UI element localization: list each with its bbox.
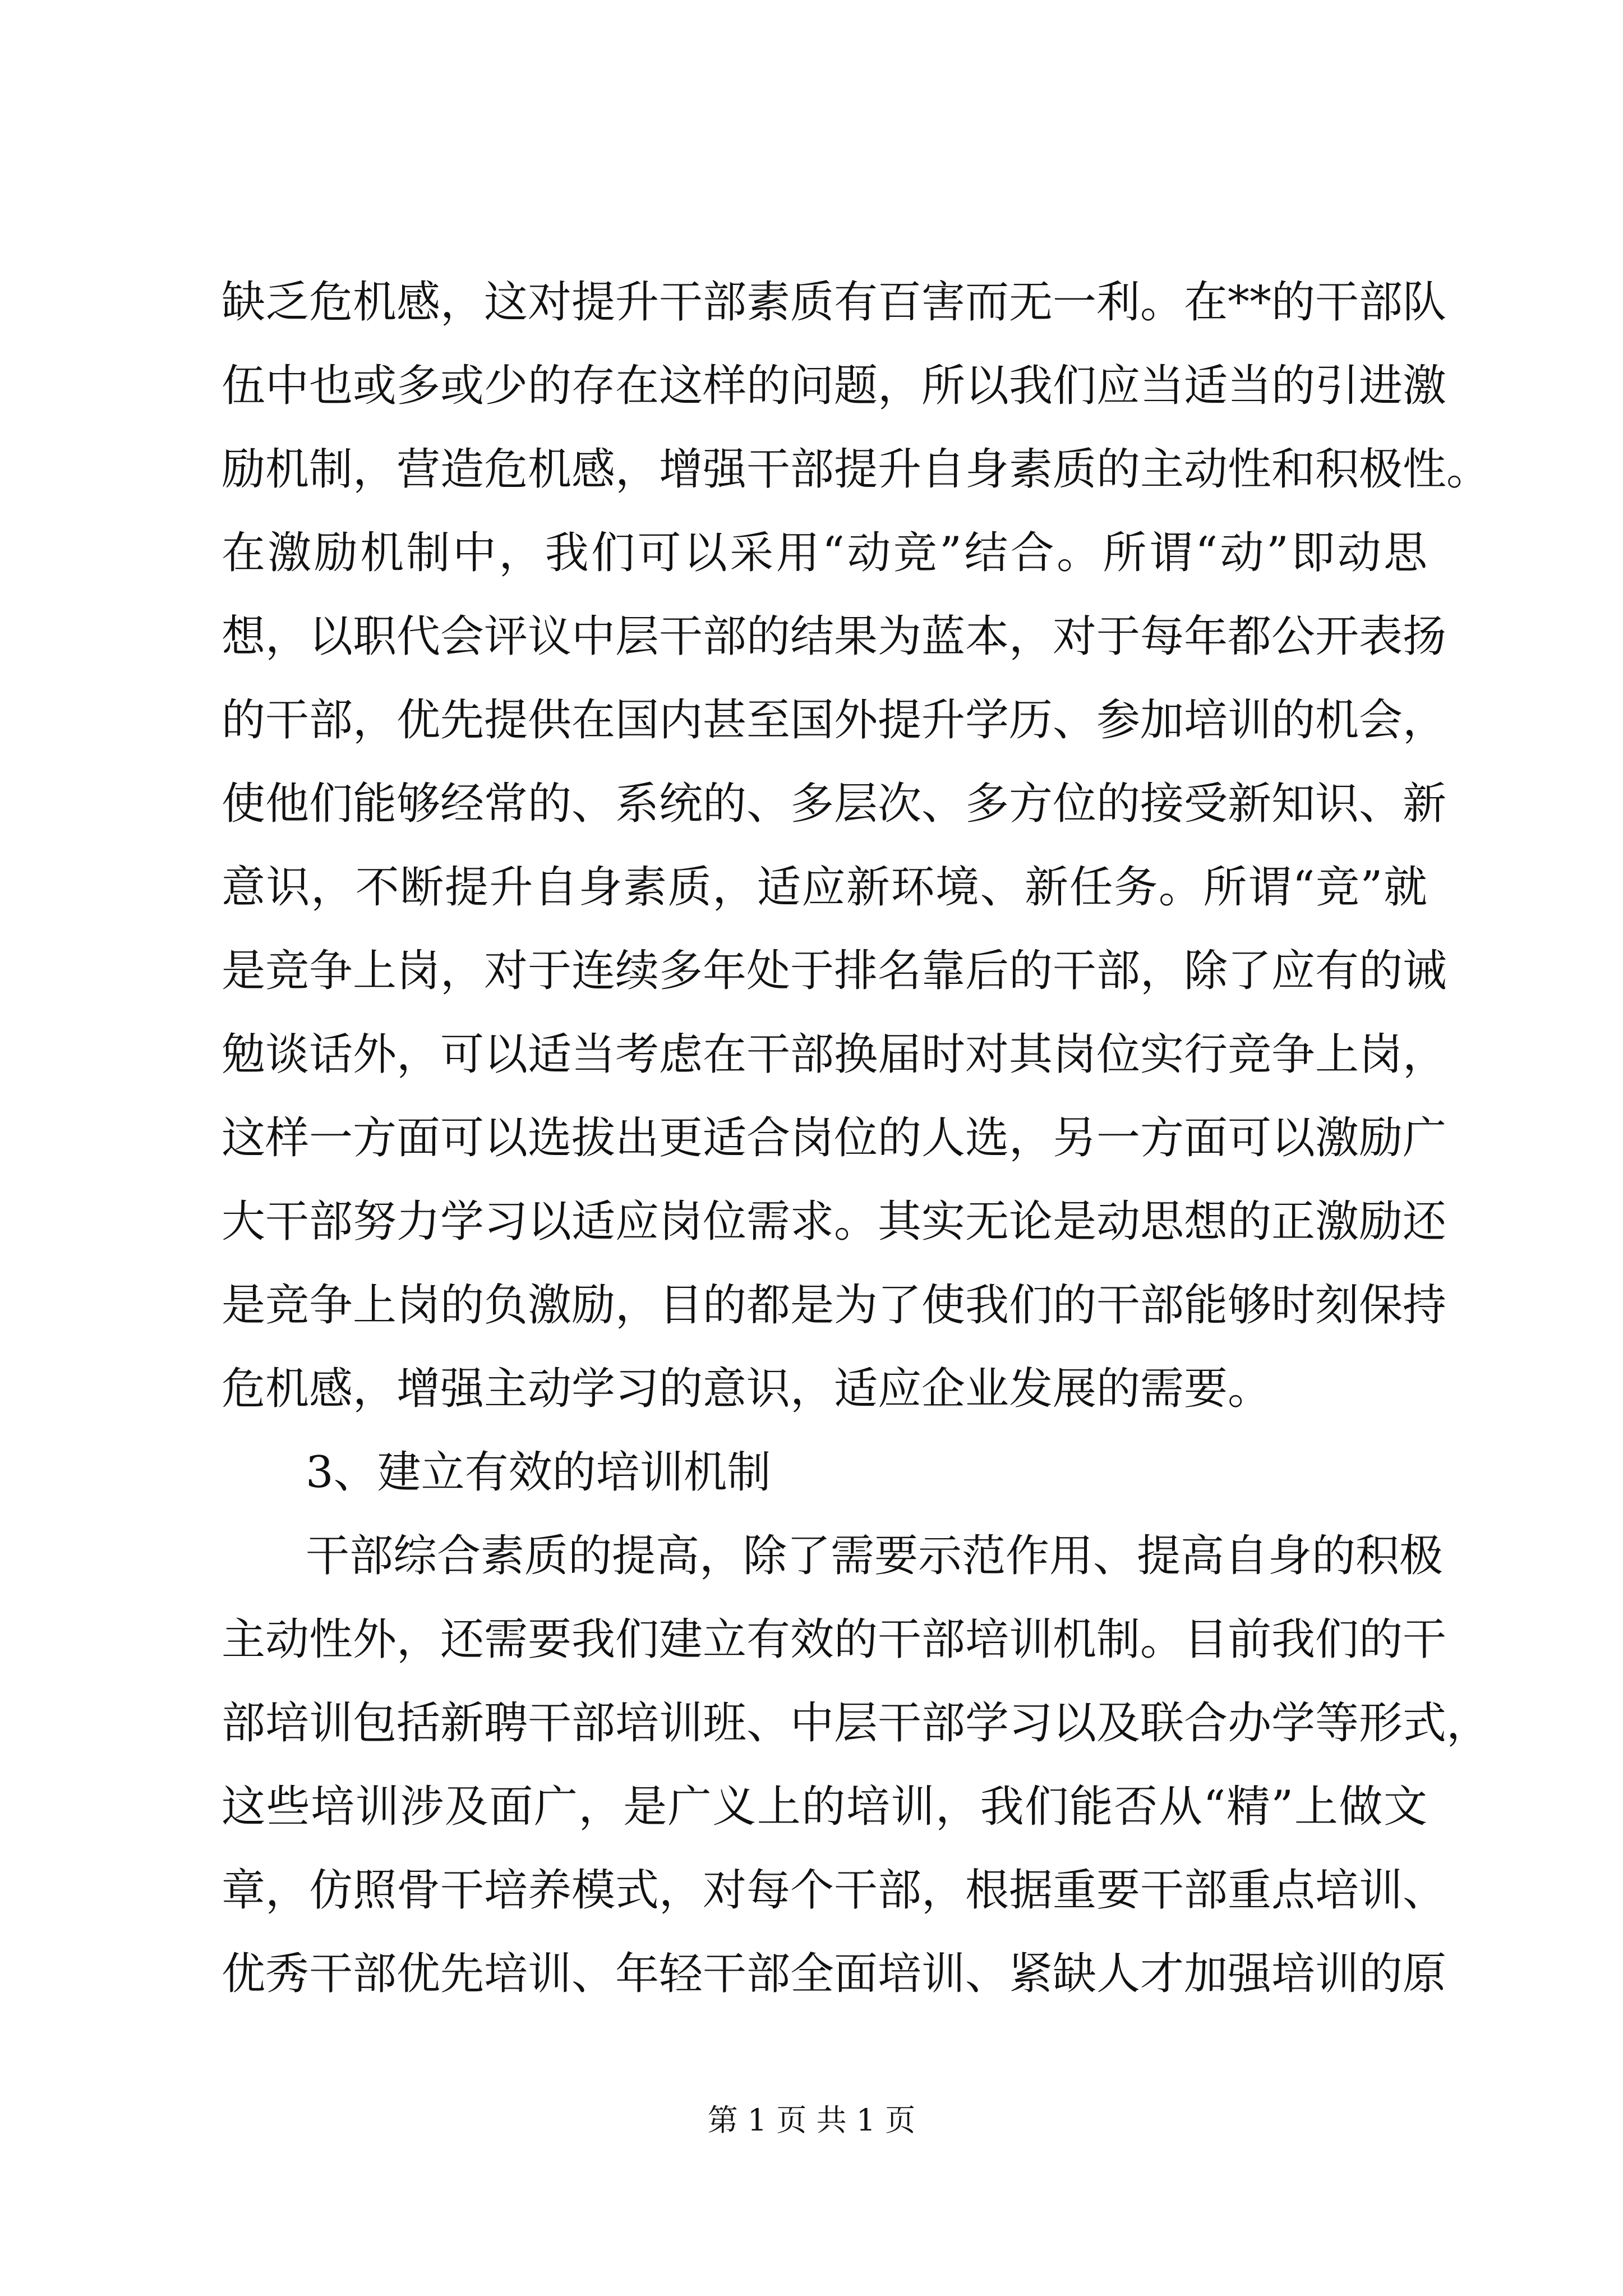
paragraph-line: 优秀干部优先培训、年轻干部全面培训、紧缺人才加强培训的原 [222, 1949, 1447, 1999]
document-body [222, 261, 1491, 2016]
paragraph-line: 励机制，营造危机感，增强干部提升自身素质的主动性和积极性。 [222, 444, 1491, 495]
paragraph-line: 伍中也或多或少的存在这样的问题，所以我们应当适当的引进激 [222, 361, 1447, 411]
paragraph-line: 主动性外，还需要我们建立有效的干部培训机制。目前我们的干 [222, 1614, 1447, 1665]
paragraph-line: 勉谈话外，可以适当考虑在干部换届时对其岗位实行竞争上岗， [222, 1029, 1447, 1080]
page-footer: 第 1 页 共 1 页 [707, 2102, 916, 2138]
section-heading: 3、建立有效的培训机制 [306, 1447, 771, 1498]
paragraph-line: 是竞争上岗，对于连续多年处于排名靠后的干部，除了应有的诫 [222, 946, 1447, 996]
paragraph-line: 意识，不断提升自身素质，适应新环境、新任务。所谓“竞”就 [222, 862, 1427, 913]
paragraph-line: 在激励机制中，我们可以采用“动竞”结合。所谓“动”即动思 [222, 528, 1427, 578]
paragraph-line: 干部综合素质的提高，除了需要示范作用、提高自身的积极 [306, 1531, 1444, 1581]
paragraph-line: 这些培训涉及面广，是广义上的培训，我们能否从“精”上做文 [222, 1782, 1427, 1832]
paragraph-line: 章，仿照骨干培养模式，对每个干部，根据重要干部重点培训、 [222, 1865, 1447, 1916]
paragraph-line: 想，以职代会评议中层干部的结果为蓝本，对于每年都公开表扬 [222, 611, 1447, 662]
paragraph-line: 大干部努力学习以适应岗位需求。其实无论是动思想的正激励还 [222, 1197, 1447, 1247]
paragraph-line: 这样一方面可以选拔出更适合岗位的人选，另一方面可以激励广 [222, 1113, 1447, 1163]
paragraph-line: 部培训包括新聘干部培训班、中层干部学习以及联合办学等形式， [222, 1698, 1491, 1749]
paragraph-line: 是竞争上岗的负激励，目的都是为了使我们的干部能够时刻保持 [222, 1280, 1447, 1331]
paragraph-line: 的干部，优先提供在国内甚至国外提升学历、参加培训的机会， [222, 695, 1447, 746]
paragraph-line: 缺乏危机感，这对提升干部素质有百害而无一利。在**的干部队 [222, 277, 1447, 328]
paragraph-line: 使他们能够经常的、系统的、多层次、多方位的接受新知识、新 [222, 779, 1447, 829]
paragraph-line: 危机感，增强主动学习的意识，适应企业发展的需要。 [222, 1364, 1272, 1414]
